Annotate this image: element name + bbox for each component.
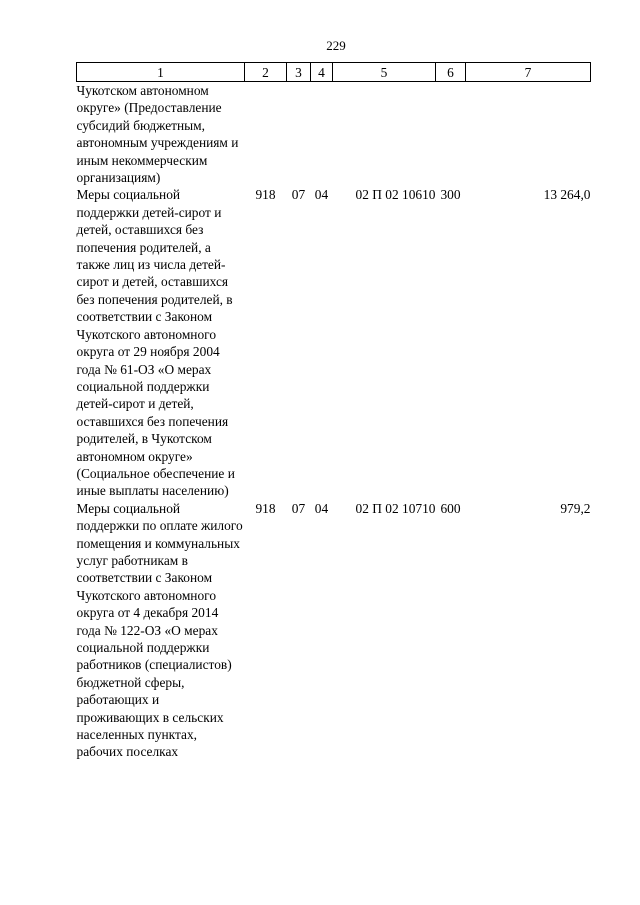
- row-expense-type: 300: [440, 187, 461, 203]
- header-col-1: 1: [77, 63, 245, 82]
- row-target-article: 02 П 02 10710: [355, 500, 436, 516]
- row-grbs: [245, 82, 287, 187]
- row-amount: 13 264,0: [543, 187, 591, 203]
- row-section: 07: [291, 187, 306, 203]
- table-row: [77, 82, 591, 187]
- row-subsection: [311, 82, 333, 187]
- header-col-6: 6: [436, 63, 466, 82]
- row-target-article: [333, 82, 436, 187]
- row-description: Меры социальной поддержки детей-сирот и детей, оставшихся без попечения родителей, а также лиц из числа детей-сирот и детей, оставшихся без попечения родителей, в соответствии с Законом Чукотского автономного округа от 29 ноября 2004 года № 61-ОЗ «О мерах социальной поддержки детей-сирот и детей, оставшихся без попечения родителей, в Чукотском автономном округе» (Социальное обеспечение и иные выплаты населению): [76, 187, 235, 499]
- header-col-5: 5: [333, 63, 436, 82]
- row-amount: [466, 82, 591, 187]
- row-section: 07: [291, 500, 306, 516]
- header-col-4: 4: [311, 63, 333, 82]
- header-col-2: 2: [245, 63, 287, 82]
- row-expense-type: [436, 82, 466, 187]
- table-row: [77, 500, 591, 761]
- table-row: [77, 186, 591, 499]
- header-row: [77, 63, 591, 82]
- row-grbs: 918: [255, 187, 276, 203]
- budget-table: [76, 62, 591, 761]
- row-grbs: 918: [255, 500, 276, 516]
- page-number: 229: [326, 38, 346, 53]
- row-description: Чукотском автономном округе» (Предоставление субсидий бюджетным, автономным учреждениям и иным некоммерческим организациям): [76, 83, 239, 186]
- row-subsection: 04: [314, 500, 329, 516]
- row-expense-type: 600: [440, 500, 461, 516]
- row-amount: 979,2: [560, 500, 591, 516]
- row-section: [287, 82, 311, 187]
- table-body: [77, 82, 591, 761]
- header-col-7: 7: [466, 63, 591, 82]
- header-col-3: 3: [287, 63, 311, 82]
- row-subsection: 04: [314, 187, 329, 203]
- row-description: Меры социальной поддержки по оплате жилого помещения и коммунальных услуг работникам в соответствии с Законом Чукотского автономного округа от 4 декабря 2014 года № 122-ОЗ «О мерах социальной поддержки работников (специалистов) бюджетной сферы, работающих и проживающих в сельских населенных пунктах, рабочих поселках: [76, 500, 243, 760]
- row-target-article: 02 П 02 10610: [355, 187, 436, 203]
- table-header: [77, 63, 591, 82]
